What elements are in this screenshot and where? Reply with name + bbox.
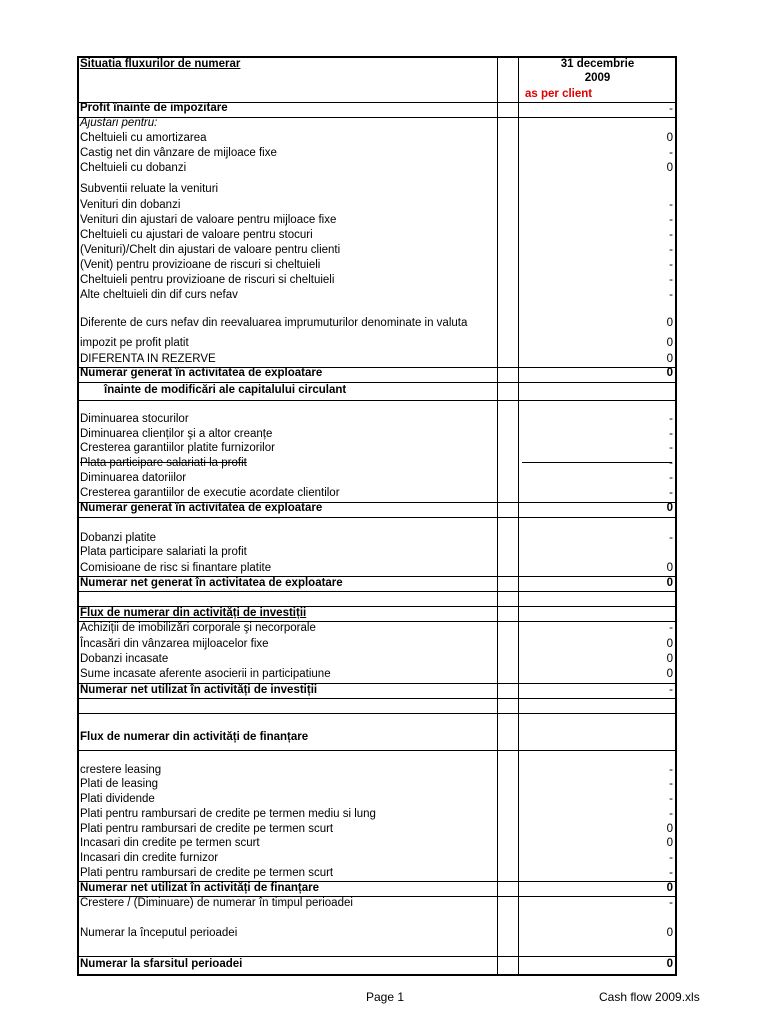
row-value: - (669, 199, 673, 211)
rule (77, 517, 677, 518)
rule (77, 400, 677, 401)
row-label: (Venit) pentru provizioane de riscuri si cheltuieli (80, 259, 321, 271)
row-value: - (669, 413, 673, 425)
row-value: - (669, 622, 673, 634)
row-label: Venituri din dobanzi (80, 199, 181, 211)
row-label: Diferente de curs nefav din reevaluarea imprumuturilor denominate in valuta (80, 317, 468, 329)
row-value: 0 (666, 958, 673, 970)
row-value: - (669, 764, 673, 776)
row-value: - (669, 103, 673, 115)
row-label: Subventii reluate la venituri (80, 183, 219, 195)
row-value: 0 (666, 132, 673, 144)
cash-flow-sheet (77, 56, 677, 976)
row-label: Incasari din credite pe termen scurt (80, 837, 260, 849)
row-label: Cresterea garantiilor platite furnizorilor (80, 442, 275, 454)
row-value: 0 (666, 577, 673, 589)
row-label: Profit înainte de impozitare (80, 102, 228, 114)
rule-bottom (77, 974, 677, 976)
row-value: 0 (666, 162, 673, 174)
row-value: - (669, 289, 673, 301)
row-label: Numerar net generat în activitatea de exploatare (80, 577, 343, 589)
row-label: Dobanzi platite (80, 532, 157, 544)
row-label: Diminuarea stocurilor (80, 413, 189, 425)
row-value: 0 (666, 823, 673, 835)
page-number: Page 1 (366, 990, 405, 1004)
row-value: - (669, 487, 673, 499)
row-label: Diminuarea clienților şi a altor creanțe (80, 428, 273, 440)
row-value: - (669, 259, 673, 271)
row-label: Cresterea garantiilor de executie acordate clientilor (80, 487, 340, 499)
row-value: - (669, 867, 673, 879)
row-value: - (669, 229, 673, 241)
row-value: 0 (666, 653, 673, 665)
row-value: 0 (666, 927, 673, 939)
client-note: as per client (525, 88, 593, 100)
row-value: - (669, 442, 673, 454)
row-value: - (669, 532, 673, 544)
column-divider-2 (518, 56, 519, 976)
row-label: Plati pentru rambursari de credite pe termen mediu si lung (80, 808, 376, 820)
row-value: - (669, 897, 673, 909)
sheet-right-border (675, 56, 677, 976)
row-label: Numerar net utilizat în activități de investiții (80, 684, 318, 696)
row-value: - (669, 457, 673, 469)
row-value: 0 (666, 882, 673, 894)
date-line-2: 2009 (584, 72, 611, 84)
row-value: - (669, 244, 673, 256)
rule (77, 117, 677, 118)
row-label: Ajustari pentru: (80, 117, 158, 129)
row-label: înainte de modificări ale capitalului circulant (104, 384, 347, 396)
rule (77, 713, 677, 714)
row-value: 0 (666, 367, 673, 379)
row-label: impozit pe profit platit (80, 337, 189, 349)
row-label: Cheltuieli cu dobanzi (80, 162, 187, 174)
row-label: Incasari din credite furnizor (80, 852, 219, 864)
row-label: (Venituri)/Chelt din ajustari de valoare pentru clienti (80, 244, 341, 256)
row-label: Achiziții de imobilizări corporale şi necorporale (80, 622, 316, 634)
row-label: Sume incasate aferente asocierii in participatiune (80, 668, 331, 680)
rule (77, 750, 677, 751)
date-line-1: 31 decembrie (560, 58, 635, 70)
row-label: Dobanzi incasate (80, 653, 169, 665)
row-value: - (669, 778, 673, 790)
row-value: - (669, 274, 673, 286)
row-value: 0 (666, 317, 673, 329)
row-value: - (669, 808, 673, 820)
row-label: DIFERENTA IN REZERVE (80, 353, 216, 365)
row-value: - (669, 793, 673, 805)
sheet-left-border (77, 56, 79, 976)
file-name: Cash flow 2009.xls (599, 990, 700, 1004)
section-heading: Flux de numerar din activități de investiții (80, 607, 307, 619)
row-label: Cheltuieli cu ajustari de valoare pentru stocuri (80, 229, 313, 241)
row-label: Comisioane de risc si finantare platite (80, 562, 272, 574)
row-label: Numerar generat în activitatea de exploatare (80, 502, 323, 514)
row-value: - (669, 472, 673, 484)
section-heading: Flux de numerar din activități de finanțare (80, 731, 309, 743)
row-value: - (669, 852, 673, 864)
row-label: Plati de leasing (80, 778, 158, 790)
row-value: 0 (666, 638, 673, 650)
page-title: Situatia fluxurilor de numerar (80, 58, 241, 70)
rule (77, 956, 677, 957)
row-value: - (669, 147, 673, 159)
row-value: - (669, 428, 673, 440)
row-label: Numerar generat în activitatea de exploatare (80, 367, 323, 379)
rule (77, 382, 677, 383)
row-label: Plata participare salariati la profit (80, 546, 247, 558)
row-label: Încasări din vânzarea mijloacelor fixe (80, 638, 269, 650)
rule (77, 698, 677, 699)
rule (77, 591, 677, 592)
row-label: Plati dividende (80, 793, 155, 805)
row-value: 0 (666, 353, 673, 365)
row-value: 0 (666, 668, 673, 680)
row-label: crestere leasing (80, 764, 162, 776)
row-label: Castig net din vânzare de mijloace fixe (80, 147, 277, 159)
row-value: 0 (666, 502, 673, 514)
row-label: Alte cheltuieli din dif curs nefav (80, 289, 238, 301)
row-value: - (669, 214, 673, 226)
row-value: 0 (666, 562, 673, 574)
row-label: Plati pentru rambursari de credite pe termen scurt (80, 823, 334, 835)
row-label: Plati pentru rambursari de credite pe termen scurt (80, 867, 334, 879)
row-value: - (669, 684, 673, 696)
row-label: Numerar la sfarsitul perioadei (80, 958, 243, 970)
row-label: Crestere / (Diminuare) de numerar în timpul perioadei (80, 897, 353, 909)
row-label: Cheltuieli pentru provizioane de riscuri si cheltuieli (80, 274, 335, 286)
row-label: Plata participare salariati la profit (80, 457, 247, 469)
row-label: Cheltuieli cu amortizarea (80, 132, 207, 144)
row-value: 0 (666, 337, 673, 349)
row-value: 0 (666, 837, 673, 849)
column-divider-1 (497, 56, 498, 976)
row-label: Numerar net utilizat în activități de finanțare (80, 882, 319, 894)
row-label: Numerar la începutul perioadei (80, 927, 238, 939)
row-label: Venituri din ajustari de valoare pentru mijloace fixe (80, 214, 337, 226)
row-label: Diminuarea datoriilor (80, 472, 187, 484)
